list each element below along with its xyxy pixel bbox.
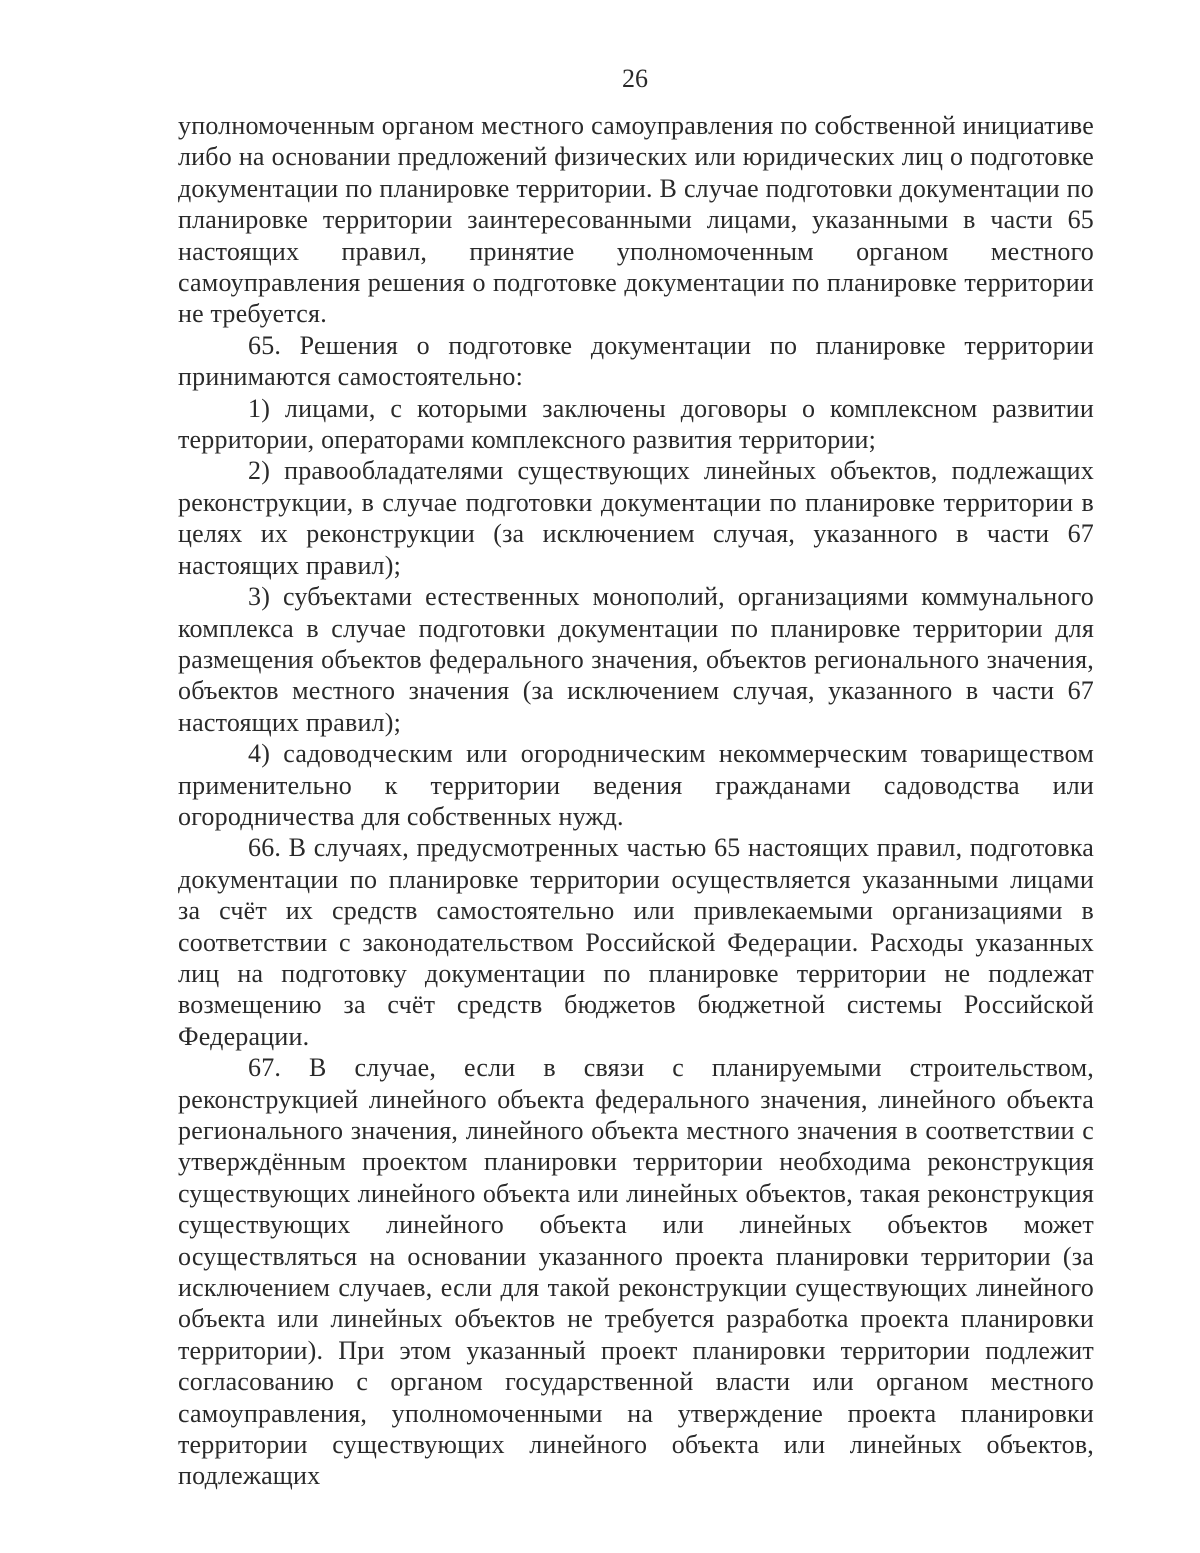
paragraph-continuation: уполномоченным органом местного самоуправления по собственной инициативе либо на основании предложений физических или юридических лиц о подготовке документации по планировке территории. В случае подготовки документации по планировке территории заинтересованными лицами, указанными в части 65 настоящих правил, принятие уполномоченным органом местного самоуправления решения о подготовке документации по планировке территории не требуется. (178, 111, 1094, 329)
paragraph-65-item-3: 3) субъектами естественных монополий, организациями коммунального комплекса в случае подготовки документации по планировке территории для размещения объектов федерального значения, объектов регионального значения, объектов местного значения (за исключением случая, указанного в части 67 настоящих правил); (178, 582, 1094, 737)
paragraph-65-item-1: 1) лицами, с которыми заключены договоры о комплексном развитии территории, операторами комплексного развития территории; (178, 393, 1094, 455)
paragraph-65-item-4: 4) садоводческим или огородническим некоммерческим товариществом применительно к территории ведения гражданами садоводства или огородничества для собственных нужд. (178, 739, 1094, 831)
paragraph-65-item-2: 2) правообладателями существующих линейных объектов, подлежащих реконструкции, в случае подготовки документации по планировке территории в целях их реконструкции (за исключением случая, указанного в части 67 настоящих правил); (178, 456, 1094, 580)
paragraph-66: 66. В случаях, предусмотренных частью 65 настоящих правил, подготовка документации по планировке территории осуществляется указанными лицами за счёт их средств самостоятельно или привлекаемыми организациями в соответствии с законодательством Российской Федерации. Расходы указанных лиц на подготовку документации по планировке территории не подлежат возмещению за счёт средств бюджетов бюджетной системы Российской Федерации. (178, 833, 1094, 1051)
paragraph-67: 67. В случае, если в связи с планируемыми строительством, реконструкцией линейного объекта федерального значения, линейного объекта регионального значения, линейного объекта местного значения в соответствии с утверждённым проектом планировки территории необходима реконструкция существующих линейного объекта или линейных объектов, такая реконструкция существующих линейного объекта или линейных объектов может осуществляться на основании указанного проекта планировки территории (за исключением случаев, если для такой реконструкции существующих линейного объекта или линейных объектов не требуется разработка проекта планировки территории). При этом указанный проект планировки территории подлежит согласованию с органом государственной власти или органом местного самоуправления, уполномоченными на утверждение проекта планировки территории существующих линейного объекта или линейных объектов, подлежащих (178, 1053, 1094, 1491)
page-number: 26 (622, 64, 648, 93)
paragraph-65: 65. Решения о подготовке документации по планировке территории принимаются самостоятельно: (178, 330, 1094, 392)
document-body (178, 110, 1094, 1492)
